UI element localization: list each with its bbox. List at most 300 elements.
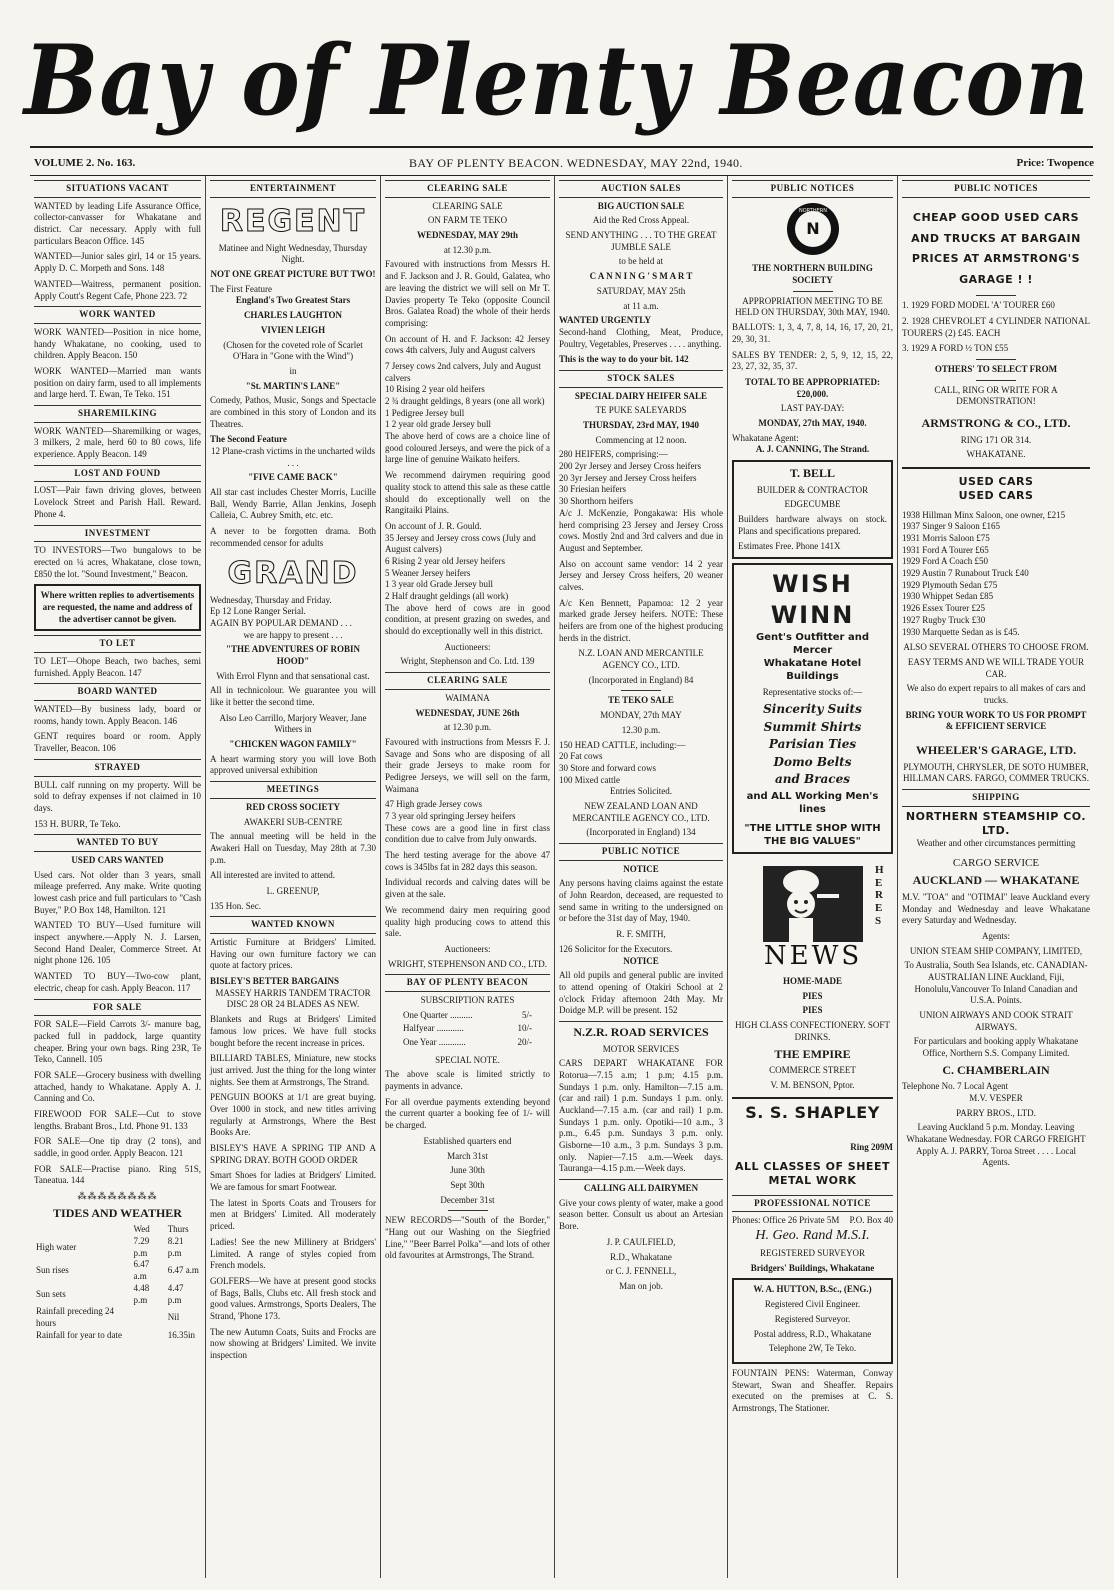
- table-cell: Nil: [167, 1312, 180, 1323]
- svg-text:NEWS: NEWS: [763, 941, 862, 971]
- ad-text: ALSO SEVERAL OTHERS TO CHOOSE FROM.: [903, 642, 1089, 653]
- ad-text: NEW RECORDS—"South of the Border," "Hang out our Washing on the Siegfried Line," "Beer Barrel Polka"—and lots of other old favourites at Armstrongs, The Strand.: [385, 1215, 550, 1261]
- car-list-item: 1931 Ford A Tourer £65: [902, 544, 989, 555]
- ad-text: LAST PAY-DAY:: [780, 403, 845, 414]
- rate-value: 5/-: [522, 1009, 532, 1020]
- table-cell: Wed: [133, 1224, 150, 1235]
- ad-text: M.V. "TOA" and "OTIMAI" leave Auckland every Monday and Wednesday and leave Whakatane every Saturday and Wednesday.: [902, 891, 1090, 926]
- ad-text: BALLOTS: 1, 3, 4, 7, 8, 14, 16, 17, 20, 21, 29, 30, 31.: [732, 322, 893, 344]
- rate-label: One Quarter ..........: [403, 1009, 473, 1020]
- masthead-rule: [30, 146, 1093, 148]
- ad-text: at 11 a.m.: [623, 300, 659, 311]
- table-row: [34, 1259, 201, 1282]
- ad-text: Parisian Ties: [768, 737, 857, 752]
- ad-text: CALL, RING OR WRITE FOR A DEMONSTRATION!: [934, 384, 1058, 407]
- rate-label: Halfyear ............: [403, 1023, 464, 1034]
- ad-text: EDGECUMBE: [784, 499, 841, 510]
- ad-text: A/c Ken Bennett, Papamoa: 12 2 year marked grade Jersey heifers. NOTE: These heifers are from one of the highest producing herds in the district.: [559, 597, 723, 643]
- rate-row: [403, 1010, 532, 1022]
- table-cell: 8.21 p.m: [167, 1236, 184, 1258]
- ad-text: R. F. SMITH,: [616, 929, 666, 940]
- ad-text: The herd testing average for the above 47 cows is 345lbs fat in 282 days this season.: [385, 850, 550, 872]
- ad-text: M.V. VESPER: [969, 1093, 1023, 1104]
- ad-text: "THE LITTLE SHOP WITH THE BIG VALUES": [744, 823, 881, 848]
- ad-text: at 12.30 p.m.: [443, 244, 492, 255]
- ad-text: Commencing at 12 noon.: [595, 434, 687, 445]
- ad-text: GOLFERS—We have at present good stocks of Bags, Balls, Clubs etc. All fresh stock and good values. Armstrongs, Sports Dealers, The Strand, 'Phone 173.: [210, 1275, 376, 1321]
- ad-text: AGAIN BY POPULAR DEMAND . . .: [210, 617, 352, 628]
- ad-text: REGISTERED SURVEYOR: [759, 1248, 866, 1259]
- ad-text: We also do expert repairs to all makes of cars and trucks.: [906, 683, 1086, 705]
- ad-text: NOT ONE GREAT PICTURE BUT TWO!: [210, 269, 376, 280]
- ad-text: 1. 1929 FORD MODEL 'A' TOURER £60: [902, 300, 1055, 311]
- classified-ad: WANTED—By business lady, board or rooms, handy town. Apply Beacon. 146: [34, 704, 201, 726]
- ad-text: PIES: [802, 1005, 823, 1016]
- ad-text: NOTICE: [623, 955, 659, 966]
- ad-text: SPECIAL NOTE.: [435, 1054, 500, 1065]
- ad-text: (Chosen for the coveted role of Scarlet O'Hara in "Gone with the Wind"): [223, 339, 363, 362]
- section-heading: STOCK SALES: [559, 370, 723, 388]
- rand-contact: [732, 1215, 893, 1227]
- divider: [976, 359, 1016, 360]
- car-list-item: 1929 Ford A Coach £50: [902, 556, 989, 567]
- divider: [448, 1210, 488, 1211]
- ad-text: V. M. BENSON, Pptor.: [770, 1079, 855, 1090]
- dateline: [34, 154, 1094, 172]
- section-heading: TIDES AND WEATHER: [53, 1205, 182, 1220]
- ad-text: BIG AUCTION SALE: [597, 200, 685, 211]
- ad-text: Sept 30th: [450, 1179, 485, 1190]
- svg-text:N: N: [805, 218, 820, 238]
- ad-text: For particulars and booking apply Whakatane Office, Northern S.S. Company Limited.: [913, 1036, 1079, 1059]
- ad-text: SUBSCRIPTION RATES: [420, 994, 515, 1005]
- ornament-divider: ⁂⁂⁂⁂⁂⁂⁂⁂: [77, 1191, 158, 1202]
- ad-text: March 31st: [447, 1150, 488, 1161]
- ad-text: CLEARING SALE: [432, 200, 503, 211]
- ad-text: Ring 209M: [850, 1142, 893, 1153]
- divider: [976, 295, 1016, 296]
- ad-headline: NORTHERN STEAMSHIP CO. LTD.: [905, 809, 1087, 837]
- northern-logo: [732, 201, 893, 261]
- ad-text: SATURDAY, MAY 25th: [596, 285, 686, 296]
- section-heading: TO LET: [34, 635, 201, 653]
- ad-text: We recommend dairymen requiring good quality stock to attend this sale as these cattle should do exceptionally well on the Rangitaiki Plains.: [385, 470, 550, 516]
- rate-row: [403, 1023, 532, 1035]
- ad-text: 135 Hon. Sec.: [210, 900, 261, 911]
- regent-logo: REGENT: [219, 203, 367, 239]
- ad-text: J. P. CAULFIELD,: [606, 1236, 676, 1247]
- ad-text: H. Geo. Rand M.S.I.: [755, 1227, 870, 1243]
- ad-text: Second-hand Clothing, Meat, Produce, Poultry, Vegetables, Preserves . . . . anything.: [559, 326, 723, 349]
- ad-text: PLYMOUTH, CHRYSLER, DE SOTO HUMBER, HILLMAN CARS. FARGO, COMMER TRUCKS.: [903, 761, 1089, 784]
- ad-text: WEDNESDAY, MAY 29th: [417, 230, 518, 241]
- ad-text: HOME-MADE: [783, 976, 842, 987]
- ad-text: To Australia, South Sea Islands, etc. CANADIAN-AUSTRALIAN LINE Auckland, Fiji, Honolulu,Vancouver To Inland Canadian and U.S.A. Points.: [904, 960, 1088, 1006]
- ad-text: ON FARM TE TEKO: [427, 215, 508, 226]
- ad-text: WAIMANA: [445, 692, 490, 703]
- ad-text: Blankets and Rugs at Bridgers' Limited famous low prices. We have full stocks bought before the recent increase in prices.: [210, 1014, 376, 1048]
- ad-text: 2 ¾ draught geldings, 8 years (one all work): [385, 396, 545, 406]
- table-cell: Thurs: [167, 1224, 189, 1235]
- car-list-item: 1927 Rugby Truck £30: [902, 614, 986, 625]
- ad-text: 30 Store and forward cows: [559, 762, 656, 773]
- ad-text: Postal address, R.D., Whakatane: [753, 1328, 872, 1339]
- ad-text: 47 High grade Jersey cows: [385, 799, 482, 810]
- table-cell: 4.48 p.m: [133, 1282, 150, 1305]
- ad-text: 2 Half draught geldings (all work): [385, 591, 509, 601]
- ad-text: AUCKLAND — WHAKATANE: [912, 873, 1080, 888]
- ad-text: THE NORTHERN BUILDING SOCIETY: [752, 263, 873, 286]
- ad-text: The First Feature: [210, 283, 272, 294]
- divider: [902, 467, 1090, 469]
- ad-text: "THE ADVENTURES OF ROBIN HOOD": [226, 644, 360, 666]
- ad-text: MONDAY, 27th MAY, 1940.: [758, 417, 867, 428]
- ad-text: N.Z. LOAN AND MERCANTILE AGENCY CO., LTD.: [578, 648, 704, 671]
- ad-text: These cows are a good line in first class condition due to calve from July onwards.: [385, 822, 550, 845]
- ad-text: BUILDER & CONTRACTOR: [756, 484, 869, 495]
- ad-text: BILLIARD TABLES, Miniature, new stocks just arrived. Just the thing for the long winter nights. See them at Armstrongs, The Strand.: [210, 1053, 376, 1087]
- ad-text: C. CHAMBERLAIN: [942, 1062, 1050, 1077]
- ad-text: TOTAL TO BE APPROPRIATED: £20,000.: [745, 376, 880, 399]
- ad-text: EASY TERMS AND WE WILL TRADE YOUR CAR.: [907, 656, 1085, 679]
- ad-text: Registered Civil Engineer.: [764, 1299, 861, 1310]
- ad-text: RING 171 OR 314.: [960, 434, 1032, 445]
- ad-text: Whakatane Hotel Buildings: [763, 658, 862, 683]
- ad-text: WHAKATANE.: [966, 449, 1026, 460]
- car-list-item: 1929 Plymouth Sedan £75: [902, 579, 998, 590]
- ad-text: or C. J. FENNELL,: [605, 1266, 677, 1277]
- ad-text: APPROPRIATION MEETING TO BE HELD ON THURSDAY, 30th MAY, 1940.: [735, 295, 890, 318]
- ad-text: WANTED URGENTLY: [559, 315, 651, 326]
- ad-text: 30 Friesian heifers: [559, 484, 626, 495]
- column-auctions: [555, 180, 727, 1578]
- table-cell: Rainfall preceding 24 hours: [36, 1306, 114, 1328]
- car-list-item: 1937 Singer 9 Saloon £165: [902, 521, 1000, 532]
- classified-ad: FOR SALE—Practise piano. Ring 51S, Taneatua. 144: [34, 1163, 201, 1186]
- car-list-item: 1930 Marquette Sedan as is £45.: [902, 626, 1020, 637]
- ad-text: Whakatane Agent:: [732, 432, 799, 443]
- ad-text: CHARLES LAUGHTON: [243, 310, 343, 321]
- chef-illustration: [753, 860, 873, 970]
- ad-text: December 31st: [440, 1194, 495, 1205]
- table-header-row: [34, 1224, 201, 1236]
- ad-text: PARRY BROS., LTD.: [956, 1107, 1036, 1118]
- section-heading: MEETINGS: [210, 781, 376, 799]
- divider: [793, 291, 833, 292]
- ad-text: P.O. Box 40: [849, 1215, 893, 1226]
- svg-text:NORTHERN: NORTHERN: [798, 207, 827, 214]
- ad-text: Telephone 2W, Te Teko.: [768, 1343, 857, 1354]
- ad-text: OTHERS' TO SELECT FROM: [934, 364, 1058, 374]
- ad-text: SEND ANYTHING . . . TO THE GREAT JUMBLE SALE: [565, 230, 717, 252]
- ad-text: Man on job.: [619, 1280, 663, 1291]
- hutton-ad: [732, 1278, 893, 1363]
- ad-text: MONDAY, 27th MAY: [600, 710, 682, 721]
- ad-text: A. J. CANNING, The Strand.: [755, 444, 870, 455]
- ad-text: Phones: Office 26 Private 5M: [732, 1215, 840, 1226]
- ad-text: Ep 12 Lone Ranger Serial.: [210, 606, 306, 617]
- ad-text: Aid the Red Cross Appeal.: [592, 215, 690, 226]
- ad-text: England's Two Greatest Stars: [235, 295, 351, 306]
- price: Price: Twopence: [1016, 157, 1094, 169]
- rate-value: 20/-: [517, 1037, 532, 1047]
- ad-text: AWAKERI SUB-CENTRE: [243, 816, 343, 827]
- ad-text: The above herd of cows are in good condition, at present grazing on swedes, and should do exceptionally well in this district.: [385, 602, 550, 637]
- classified-ad: 153 H. BURR, Te Teko.: [34, 818, 121, 829]
- section-heading: BOARD WANTED: [34, 683, 201, 701]
- section-heading: CLEARING SALE: [385, 180, 550, 198]
- table-cell: [132, 1306, 166, 1329]
- classified-ad: WORK WANTED—Married man wants position on dairy farm, used to all implements and large herd. T. Ewan, Te Teko. 151: [34, 365, 201, 400]
- rate-value: 10/-: [517, 1023, 532, 1034]
- ad-text: Comedy, Pathos, Music, Songs and Spectacle are combined in this story of London and its Theatres.: [210, 395, 376, 429]
- ad-text: Bridgers' Buildings, Whakatane: [750, 1262, 875, 1273]
- table-cell: 6.47 a.m: [167, 1265, 199, 1276]
- ad-text: PIES: [802, 990, 823, 1001]
- ad-text: We recommend dairy men requiring good quality high producing cows to attend this sale.: [385, 904, 550, 939]
- ad-text: BRING YOUR WORK TO US FOR PROMPT & EFFICIENT SERVICE: [905, 709, 1087, 732]
- classified-ad: WANTED by leading Life Assurance Office, collector-canvasser for Whakatane and district. Car necessary. Apply with full particulars Beacon Office. 145: [34, 200, 201, 246]
- ad-text: Favoured with instructions from Messrs F. J. Savage and Sons who are disposing of all their grade Jerseys to make room for Pedigree Jerseys, we will sell on the farm, Waimana: [385, 736, 550, 794]
- classified-ad: BULL calf running on my property. Will be sold to defray expenses if not claimed in 10 days.: [34, 779, 201, 813]
- ad-text: Also Leo Carrillo, Marjory Weaver, Jane Withers in: [219, 712, 367, 735]
- rate-row: [403, 1037, 532, 1049]
- ad-text: June 30th: [450, 1165, 485, 1176]
- column-garages-shipping: [898, 180, 1094, 1578]
- ad-text: The new Autumn Coats, Suits and Frocks are now showing at Bridgers' Limited. We invite inspection: [210, 1326, 376, 1360]
- ad-text: Representative stocks of:—: [762, 687, 863, 698]
- table-cell: Rainfall for year to date: [36, 1329, 122, 1340]
- ad-text: A/c J. McKenzie, Pongakawa: His whole herd comprising 23 Jersey and Jersey Cross cows. Mostly 2nd and 3rd calvers and due in August and September.: [559, 507, 723, 553]
- ad-text: "St. MARTIN'S LANE": [245, 380, 341, 391]
- ad-text: and Braces: [774, 772, 850, 787]
- ad-text: ALL CLASSES OF SHEET METAL WORK: [735, 1159, 890, 1188]
- section-heading: SHIPPING: [902, 789, 1090, 807]
- ad-text: SPECIAL DAIRY HEIFER SALE: [574, 390, 708, 401]
- ad-text: Favoured with instructions from Messrs H. and F. Jackson and J. R. Gould, Galatea, who are leaving the district we will sell on Mr T. Davies property Te Teko (opposite Council Bros. Galatea Road) the whole of their herds comprising:: [385, 259, 550, 328]
- ad-text: 1 3 year old Grade Jersey bull: [385, 579, 493, 590]
- ad-text: Builders hardware always on stock. Plans and specifications prepared.: [738, 513, 887, 536]
- ad-text: Agents:: [982, 930, 1010, 941]
- tides-table: [34, 1224, 201, 1341]
- classified-ad: FOR SALE—Field Carrots 3/- manure bag, packed full in paddock, large quantity cheaper. Bring your own bags. Ring 23R, Te Teko, Cannell. 105: [34, 1019, 201, 1065]
- section-heading: ENTERTAINMENT: [210, 180, 376, 198]
- t-bell-ad: [732, 460, 893, 559]
- table-row: [34, 1283, 201, 1306]
- ad-text: WRIGHT, STEPHENSON AND CO., LTD.: [387, 958, 547, 969]
- table-cell: Sun sets: [36, 1288, 66, 1299]
- section-heading: SITUATIONS VACANT: [34, 180, 201, 198]
- ad-text: T. BELL: [789, 466, 836, 480]
- ad-text: TE PUKE SALEYARDS: [595, 405, 687, 416]
- ad-text: THURSDAY, 23rd MAY, 1940: [583, 420, 699, 430]
- ad-text: Leaving Auckland 5 p.m. Monday. Leaving Whakatane Wednesday. FOR CARGO FREIGHT Apply A. J. PARRY, Toroa Street . . . . Local Agents.: [906, 1122, 1086, 1168]
- ad-headline: USED CARS: [958, 489, 1034, 503]
- ad-text: ARMSTRONG & CO., LTD.: [921, 416, 1071, 431]
- section-heading: WANTED TO BUY: [34, 834, 201, 852]
- section-heading: STRAYED: [34, 759, 201, 777]
- ad-text: MOTOR SERVICES: [602, 1043, 680, 1054]
- ad-text: CARS DEPART WHAKATANE FOR Rotorua—7.15 a.m; 1 p.m; 4.15 p.m. Sundays 1 p.m. only. Hamilton—7.15 a.m. (car and rail) 1 p.m. Sundays 1 p.m. only. Auckland—7.15 a.m. (car and rail) 1 p.m. Sundays 1 p.m. only. Opotiki—10 a.m., 3 p.m., 6.45 p.m. Sundays 3 p.m. only. Gisborne—10 a.m., 3 p.m. Sundays 3 p.m. only. Napier—7.15 a.m.—Week days. Tauranga—4.15 p.m.—Week days.: [559, 1058, 723, 1174]
- table-cell: High water: [36, 1241, 77, 1252]
- section-heading: PUBLIC NOTICES: [732, 180, 893, 198]
- table-cell: [34, 1224, 132, 1236]
- ad-text: The latest in Sports Coats and Trousers for men at Bridgers' Limited. All moderately priced.: [210, 1197, 376, 1232]
- ad-text: 1 Pedigree Jersey bull: [385, 407, 465, 418]
- table-row: [34, 1330, 201, 1342]
- section-heading: WANTED KNOWN: [210, 916, 376, 934]
- ad-text: 2. 1928 CHEVROLET 4 CYLINDER NATIONAL TOURERS (2) £45. EACH: [902, 315, 1090, 338]
- ad-text: 20 3yr Jersey and Jersey Cross heifers: [559, 472, 697, 483]
- section-heading: AUCTION SALES: [559, 180, 723, 198]
- ad-text: (Incorporated in England) 84: [588, 674, 694, 685]
- ad-text: Matinee and Night Wednesday, Thursday Night.: [218, 242, 368, 265]
- ad-text: Gent's Outfitter and Mercer: [756, 632, 869, 657]
- ad-text: 150 HEAD CATTLE, including:—: [559, 739, 686, 750]
- divider: [621, 690, 661, 691]
- ad-text: 7 3 year old springing Jersey heifers: [385, 811, 516, 821]
- section-heading: CLEARING SALE: [385, 672, 550, 690]
- ad-text: in: [289, 365, 297, 376]
- wish-winn-ad: [732, 563, 893, 854]
- ad-text: Registered Surveyor.: [774, 1313, 851, 1324]
- ad-text: 5 Weaner Jersey heifers: [385, 567, 471, 578]
- ad-text: 126 Solicitor for the Executors.: [559, 943, 673, 954]
- section-heading: WORK WANTED: [34, 306, 201, 324]
- ad-text: R.D., Whakatane: [610, 1251, 672, 1262]
- ad-text: 35 Jersey and Jersey cross cows (July and August calvers): [385, 532, 536, 555]
- column-public-notices: [728, 180, 897, 1578]
- ad-text: Auctioneers:: [444, 641, 491, 652]
- table-cell: 16.35in: [167, 1329, 195, 1340]
- ad-text: Give your cows plenty of water, make a good season better. Consult us about an Artesian Bore.: [559, 1197, 723, 1232]
- classified-ad: WANTED—Junior sales girl, 14 or 15 years. Apply D. C. Morpeth and Sons. 148: [34, 251, 201, 274]
- ad-text: "FIVE CAME BACK": [248, 472, 338, 483]
- ad-text: All in technicolour. We guarantee you will like it better the second time.: [210, 685, 376, 707]
- table-row: [34, 1236, 201, 1259]
- table-cell: Sun rises: [36, 1265, 69, 1276]
- section-heading: BAY OF PLENTY BEACON: [385, 974, 550, 992]
- newspaper-title: Bay of Plenty Beacon: [24, 22, 1090, 138]
- ad-text: THE EMPIRE: [774, 1046, 851, 1061]
- section-heading: N.Z.R. ROAD SERVICES: [559, 1021, 723, 1041]
- car-list-item: 1929 Austin 7 Runabout Truck £40: [902, 568, 1029, 579]
- heres-vertical-text: HERES: [875, 864, 884, 927]
- ad-text: NOTICE: [623, 863, 659, 874]
- ad-text: (Incorporated in England) 134: [586, 827, 696, 838]
- car-list-item: 1938 Hillman Minx Saloon, one owner, £215: [902, 509, 1066, 520]
- table-cell: [132, 1330, 166, 1342]
- ad-text: The above scale is limited strictly to payments in advance.: [385, 1069, 550, 1092]
- ad-text: 7 Jersey cows 2nd calvers, July and August calvers: [385, 360, 541, 383]
- column-classifieds: [30, 180, 205, 1578]
- ad-text: Any persons having claims against the estate of John Reardon, deceased, are requested to send same in writing to the undersigned on or before the 31st day of May, 1940.: [559, 878, 723, 924]
- shapley-title: S. S. SHAPLEY: [732, 1097, 893, 1124]
- car-list-item: 1930 Whippet Sedan £85: [902, 591, 994, 602]
- classified-ad: Used cars. Not older than 3 years, small mileage preferred. Any make. Write quoting lowest cash price and full particulars to "Cash Buyer," P.O Box 148, Hamilton. 121: [34, 869, 201, 915]
- section-heading: LOST AND FOUND: [34, 465, 201, 483]
- ad-text: With Errol Flynn and that sensational cast.: [216, 670, 370, 681]
- ad-text: 3. 1929 A FORD ½ TON £55: [902, 343, 1009, 354]
- ad-text: This is the way to do your bit. 142: [559, 354, 689, 365]
- ad-text: C A N N I N G ' S M A R T: [589, 271, 693, 282]
- ad-text: to be held at: [618, 256, 664, 267]
- ad-text: UNION STEAM SHIP COMPANY, LIMITED,: [909, 945, 1083, 956]
- ad-text: RED CROSS SOCIETY: [245, 801, 341, 812]
- ad-text: All interested are invited to attend.: [210, 870, 335, 881]
- ad-text: For all overdue payments extending beyond the current quarter a booking fee of 1/- will be charged.: [385, 1096, 550, 1131]
- ad-text: CARGO SERVICE: [952, 856, 1040, 869]
- ad-text: On account of H. and F. Jackson: 42 Jersey cows 4th calvers, July and August calvers: [385, 333, 550, 356]
- ad-text: Established quarters end: [423, 1135, 512, 1146]
- classified-ad: WANTED—Waitress, permanent position. Apply Coutt's Regent Cafe, Phone 223. 72: [34, 278, 201, 301]
- classified-ad: GENT requires board or room. Apply Traveller, Beacon. 106: [34, 731, 201, 754]
- ad-text: "CHICKEN WAGON FAMILY": [229, 739, 357, 750]
- divider: [976, 380, 1016, 381]
- ad-text: Artistic Furniture at Bridgers' Limited. Having our own furniture factory we can quote at factory prices.: [210, 937, 376, 971]
- table-cell: 6.47 a.m: [133, 1259, 150, 1282]
- ad-text: 20 Fat cows: [559, 751, 603, 762]
- ad-text: NEW ZEALAND LOAN AND MERCANTILE AGENCY CO., LTD.: [572, 800, 710, 823]
- classified-ad: TO INVESTORS—Two bungalows to be erected on ¼ acres, Whakatane, close town, £850 the lot. "Sound Investment," Beacon.: [34, 545, 201, 579]
- masthead: [20, 20, 1094, 140]
- table-row: [34, 1306, 201, 1329]
- ad-text: Estimates Free. Phone 141X: [738, 541, 841, 552]
- section-heading: CALLING ALL DAIRYMEN: [559, 1179, 723, 1195]
- subheading: USED CARS WANTED: [71, 854, 164, 865]
- empire-ad-illustration: [732, 860, 893, 970]
- car-list-item: 1926 Essex Tourer £25: [902, 603, 985, 614]
- ad-text: and ALL Working Men's lines: [746, 791, 879, 816]
- classified-ad: WORK WANTED—Sharemilking or wages, 3 milkers, 2 male, herd 60 to 80 cows, life experience. Apply Beacon. 149: [34, 425, 201, 460]
- ad-text: All old pupils and general public are invited to attend opening of Otakiri School at 2 o'clock Friday afternoon 24th May. Mr Doidge M.P. will be present. 152: [559, 970, 723, 1016]
- ad-text: 1 2 year old grade Jersey bull: [385, 419, 491, 430]
- ad-text: VIVIEN LEIGH: [260, 324, 326, 335]
- ad-text: Weather and other circumstances permitting: [916, 838, 1076, 849]
- ad-text: 200 2yr Jersey and Jersey Cross heifers: [559, 461, 701, 472]
- classified-ad: LOST—Pair fawn driving gloves, between Lovelock Street and Parish Hall. Reward. Phone 4.: [34, 485, 201, 519]
- ad-text: 12 Plane-crash victims in the uncharted wilds . . .: [211, 446, 375, 468]
- ad-text: at 12.30 p.m.: [443, 722, 492, 733]
- ad-text: Domo Belts: [773, 754, 852, 769]
- ad-text: Summit Shirts: [763, 719, 862, 734]
- ad-headline: CHEAP GOOD USED CARS AND TRUCKS AT BARGAIN PRICES AT ARMSTRONG'S GARAGE ! !: [911, 210, 1081, 287]
- ad-text: WHEELER'S GARAGE, LTD.: [915, 743, 1077, 757]
- grand-logo: GRAND: [227, 555, 359, 591]
- ad-headline: USED CARS: [958, 475, 1034, 489]
- table-cell: 4.47 p.m: [167, 1282, 184, 1305]
- ad-text: 12.30 p.m.: [621, 724, 661, 735]
- section-heading: PROFESSIONAL NOTICE: [732, 1195, 893, 1213]
- section-heading: PUBLIC NOTICE: [559, 843, 723, 861]
- northern-building-society-emblem: [785, 201, 841, 257]
- ad-text: HIGH CLASS CONFECTIONERY. SOFT DRINKS.: [735, 1020, 890, 1042]
- ad-text: The Second Feature: [210, 434, 287, 445]
- ad-text: SALES BY TENDER: 2, 5, 9, 12, 15, 22, 23, 27, 32, 35, 37.: [732, 349, 893, 372]
- ad-text: The annual meeting will be held in the Awakeri Hall on Tuesday, May 28th at 7.30 p.m.: [210, 831, 376, 865]
- ad-text: All star cast includes Chester Morris, Lucille Ball, Wendy Barrie, Allan Jenkins, Joseph Calleia, C. Aubrey Smith, etc. etc.: [210, 487, 376, 521]
- issue-date: BAY OF PLENTY BEACON. WEDNESDAY, MAY 22nd, 1940.: [408, 155, 743, 170]
- ad-text: Auctioneers:: [444, 943, 491, 954]
- classified-ad: WANTED TO BUY—Two-cow plant, electric, cheap for cash. Apply Beacon. 117: [34, 971, 201, 993]
- table-cell: 7.29 p.m: [133, 1236, 150, 1258]
- section-heading: SHAREMILKING: [34, 405, 201, 423]
- classified-ad: FOR SALE—Grocery business with dwelling attached, handy to Whakatane. Apply A. J. Canning and Co.: [34, 1069, 201, 1104]
- ad-text: BISLEY'S BETTER BARGAINS: [210, 976, 340, 987]
- ad-text: BISLEY'S HAVE A SPRING TIP AND A SPRING DRAY. BOTH GOOD ORDER: [210, 1143, 376, 1165]
- ad-text: MASSEY HARRIS TANDEM TRACTOR DISC 28 OR 24 BLADES AS NEW.: [215, 987, 371, 1010]
- classified-ad: WANTED TO BUY—Used furniture will inspect anywhere.—Apply N. J. Larsen, Second Hand Dealer, Commerce Street. At night phone 126. 105: [34, 920, 201, 966]
